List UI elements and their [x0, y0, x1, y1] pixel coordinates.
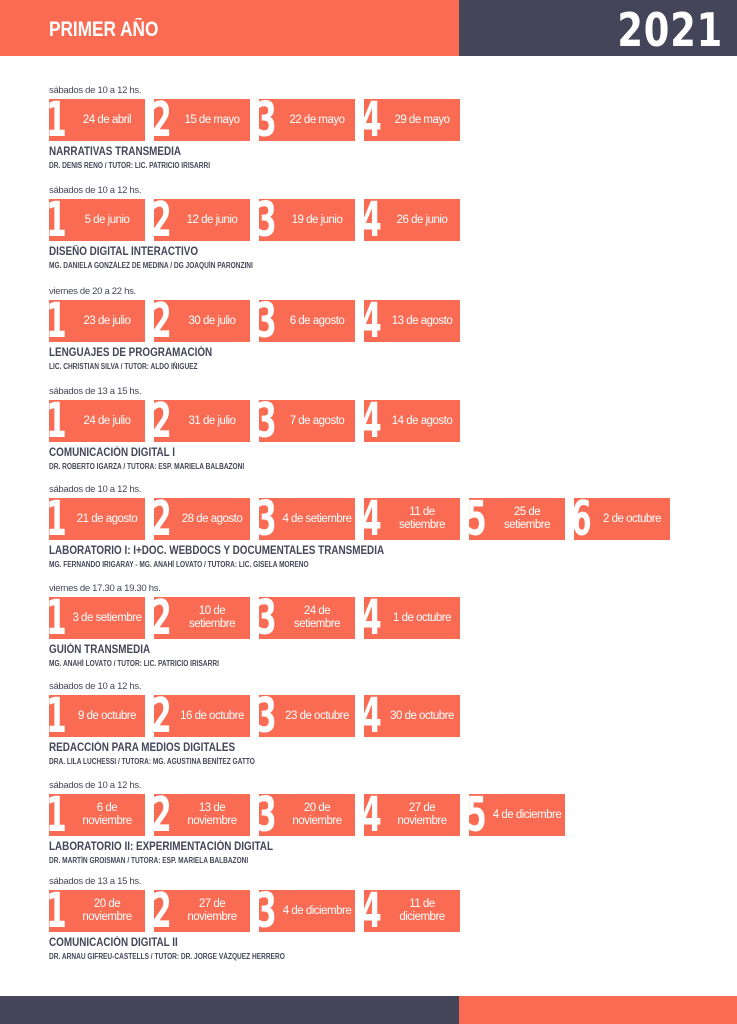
session-date: 30 de octubre [390, 709, 454, 722]
session-date-box [151, 787, 250, 843]
session-date: 15 de mayo [184, 113, 240, 126]
course-schedule: sábados de 10 a 12 hs. [49, 780, 142, 791]
session-number: 1 [46, 192, 67, 248]
session-date: 20 de noviembre [82, 898, 132, 923]
session-date-box [256, 491, 355, 547]
footer-band-dark [0, 996, 459, 1024]
session-date: 21 de agosto [76, 512, 138, 525]
session-date-box [361, 491, 460, 547]
course-teachers: DR. MARTÍN GROISMAN / TUTORA: ESP. MARIELA BALBAZONI [49, 856, 249, 865]
session-date-box [46, 92, 145, 148]
course-title: COMUNICACIÓN DIGITAL I [49, 447, 176, 459]
course-teachers: MG. ANAHÍ LOVATO / TUTOR: LIC. PATRICIO IRISARRI [49, 659, 219, 668]
session-date: 14 de agosto [391, 414, 453, 427]
session-number: 3 [256, 688, 277, 744]
session-date-box [361, 393, 460, 449]
course-teachers: MG. FERNANDO IRIGARAY - MG. ANAHÍ LOVATO / TUTORA: LIC. GISELA MORENO [49, 560, 309, 569]
course-teachers: DR. ARNAU GIFREU-CASTELLS / TUTOR: DR. JORGE VÁZQUEZ HERRERO [49, 952, 285, 961]
session-number: 2 [151, 590, 172, 646]
session-date-box [361, 883, 460, 939]
session-date: 25 de setiembre [504, 506, 550, 531]
session-date-box [46, 688, 145, 744]
session-date: 24 de julio [83, 414, 131, 427]
session-number: 3 [256, 293, 277, 349]
course-teachers: LIC. CHRISTIAN SILVA / TUTOR: ALDO IÑIGUEZ [49, 362, 198, 371]
session-number: 4 [361, 192, 382, 248]
session-date: 31 de julio [188, 414, 236, 427]
session-date: 10 de setiembre [189, 605, 235, 630]
session-date: 20 de noviembre [292, 802, 342, 827]
session-date: 30 de julio [188, 314, 236, 327]
course-schedule: sábados de 10 a 12 hs. [49, 484, 142, 495]
course-teachers: DR. DENIS RENO / TUTOR: LIC. PATRICIO IRISARRI [49, 161, 211, 170]
session-date-box [46, 590, 145, 646]
session-date: 19 de junio [291, 213, 343, 226]
session-date: 26 de junio [396, 213, 448, 226]
session-number: 2 [151, 293, 172, 349]
session-date-box [46, 192, 145, 248]
session-date-box [46, 787, 145, 843]
session-date: 28 de agosto [181, 512, 243, 525]
session-number: 5 [466, 787, 487, 843]
session-number: 3 [256, 787, 277, 843]
session-date: 6 de agosto [289, 314, 345, 327]
course-schedule: sábados de 10 a 12 hs. [49, 681, 142, 692]
session-number: 4 [361, 883, 382, 939]
session-date: 23 de octubre [285, 709, 349, 722]
session-date-box [256, 787, 355, 843]
course-schedule: sábados de 13 a 15 hs. [49, 386, 142, 397]
footer-band-accent [459, 996, 737, 1024]
session-date-box [151, 688, 250, 744]
session-number: 1 [46, 491, 67, 547]
session-date-box [46, 491, 145, 547]
session-number: 3 [256, 393, 277, 449]
session-date-box [46, 883, 145, 939]
session-number: 3 [256, 491, 277, 547]
session-date: 2 de octubre [603, 512, 661, 525]
session-date-box [151, 92, 250, 148]
course-title: DISEÑO DIGITAL INTERACTIVO [49, 246, 199, 258]
session-date: 27 de noviembre [187, 898, 237, 923]
course-teachers: DRA. LILA LUCHESSI / TUTORA: MG. AGUSTINA BENÍTEZ GATTO [49, 757, 255, 766]
session-date: 3 de setiembre [72, 611, 142, 624]
session-date-box [151, 293, 250, 349]
session-date: 5 de junio [84, 213, 130, 226]
session-number: 4 [361, 787, 382, 843]
session-date-box [361, 590, 460, 646]
session-date-box [151, 883, 250, 939]
session-number: 3 [256, 92, 277, 148]
session-number: 1 [46, 293, 67, 349]
session-number: 1 [46, 883, 67, 939]
session-number: 1 [46, 787, 67, 843]
session-date-box [151, 393, 250, 449]
session-date: 29 de mayo [394, 113, 450, 126]
course-title: REDACCIÓN PARA MEDIOS DIGITALES [49, 742, 236, 754]
session-number: 3 [256, 192, 277, 248]
session-number: 2 [151, 92, 172, 148]
header-band [0, 0, 459, 56]
session-date-box [361, 688, 460, 744]
session-date: 11 de diciembre [399, 898, 445, 923]
session-number: 6 [571, 491, 592, 547]
session-date: 4 de diciembre [492, 808, 562, 821]
session-number: 3 [256, 883, 277, 939]
year-label: 2021 [617, 3, 723, 57]
session-number: 3 [256, 590, 277, 646]
session-number: 4 [361, 590, 382, 646]
session-date-box [361, 787, 460, 843]
session-number: 4 [361, 688, 382, 744]
session-date-box [571, 491, 670, 547]
session-date: 22 de mayo [289, 113, 345, 126]
course-schedule: sábados de 10 a 12 hs. [49, 185, 142, 196]
session-date-box [151, 192, 250, 248]
session-number: 5 [466, 491, 487, 547]
session-date-box [46, 393, 145, 449]
session-date-box [466, 787, 565, 843]
session-number: 1 [46, 393, 67, 449]
session-number: 2 [151, 192, 172, 248]
session-date: 7 de agosto [289, 414, 345, 427]
course-schedule: sábados de 10 a 12 hs. [49, 85, 142, 96]
session-number: 1 [46, 92, 67, 148]
session-number: 1 [46, 590, 67, 646]
session-date-box [361, 293, 460, 349]
course-schedule: sábados de 13 a 15 hs. [49, 876, 142, 887]
session-date: 4 de setiembre [282, 512, 352, 525]
session-number: 2 [151, 883, 172, 939]
session-date-box [256, 192, 355, 248]
session-number: 1 [46, 688, 67, 744]
session-date-box [256, 590, 355, 646]
session-date-box [256, 883, 355, 939]
session-number: 4 [361, 491, 382, 547]
session-date-box [361, 92, 460, 148]
course-schedule: viernes de 17.30 a 19.30 hs. [49, 583, 161, 594]
course-teachers: MG. DANIELA GONZÁLEZ DE MEDINA / DG JOAQUÍN PARONZINI [49, 261, 253, 270]
session-number: 2 [151, 393, 172, 449]
session-date: 12 de junio [186, 213, 238, 226]
session-number: 2 [151, 491, 172, 547]
session-date: 24 de abril [82, 113, 132, 126]
session-date: 23 de julio [83, 314, 131, 327]
session-date-box [151, 491, 250, 547]
course-title: COMUNICACIÓN DIGITAL II [49, 937, 178, 949]
header-year-band [459, 0, 737, 56]
session-number: 4 [361, 293, 382, 349]
course-title: LENGUAJES DE PROGRAMACIÓN [49, 347, 213, 359]
session-date-box [46, 293, 145, 349]
session-number: 2 [151, 688, 172, 744]
session-date: 24 de setiembre [294, 605, 340, 630]
course-title: LABORATORIO II: EXPERIMENTACIÓN DIGITAL [49, 841, 273, 853]
session-date: 6 de noviembre [82, 802, 132, 827]
session-date: 16 de octubre [180, 709, 244, 722]
course-title: NARRATIVAS TRANSMEDIA [49, 146, 182, 158]
session-date-box [256, 293, 355, 349]
session-date-box [466, 491, 565, 547]
session-date-box [256, 393, 355, 449]
session-date: 1 de octubre [393, 611, 451, 624]
session-date: 9 de octubre [78, 709, 136, 722]
session-date: 11 de setiembre [399, 506, 445, 531]
course-teachers: DR. ROBERTO IGARZA / TUTORA: ESP. MARIELA BALBAZONI [49, 462, 245, 471]
session-date-box [361, 192, 460, 248]
course-title: GUIÓN TRANSMEDIA [49, 644, 151, 656]
session-number: 4 [361, 393, 382, 449]
session-date-box [256, 92, 355, 148]
session-number: 4 [361, 92, 382, 148]
course-title: LABORATORIO I: I+DOC. WEBDOCS Y DOCUMENTALES TRANSMEDIA [49, 545, 385, 557]
session-date: 13 de noviembre [187, 802, 237, 827]
course-schedule: viernes de 20 a 22 hs. [49, 286, 136, 297]
session-date: 4 de diciembre [282, 904, 352, 917]
session-date-box [256, 688, 355, 744]
session-date-box [151, 590, 250, 646]
session-number: 2 [151, 787, 172, 843]
page-title: PRIMER AÑO [49, 18, 159, 41]
session-date: 27 de noviembre [397, 802, 447, 827]
session-date: 13 de agosto [391, 314, 453, 327]
